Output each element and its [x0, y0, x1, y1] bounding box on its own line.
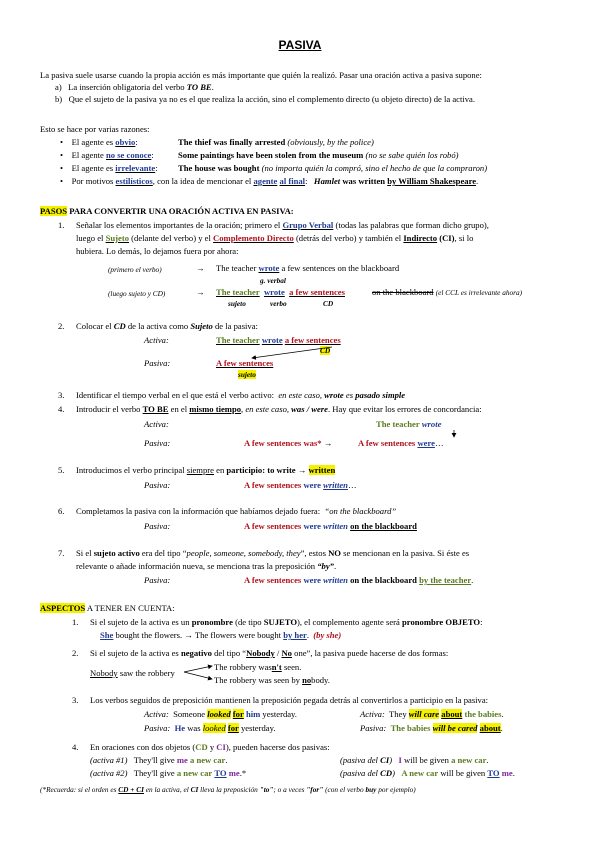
asp2-arrow-up	[184, 666, 212, 672]
asp1-text: Si el sujeto de la activa es un pronombre (de tipo SUJETO), el complemento agente será pronombre OBJETO:	[90, 617, 483, 627]
asp4-number: 4.	[72, 742, 79, 752]
reason-1: • El agente es obvio:	[60, 137, 138, 147]
step2-activa-label: Activa:	[144, 335, 169, 345]
aspectos-heading: ASPECTOS A TENER EN CUENTA:	[40, 603, 175, 613]
asp2-alt1: The robbery wasn't seen.	[214, 662, 302, 672]
step1-ex2-ccl: on the blackboard (el CCL es irrelevante ahora)	[372, 287, 523, 297]
reason-4: • Por motivos estilísticos, con la idea de mencionar el agente al final: Hamlet was written by William Shakespeare.	[60, 176, 479, 186]
step1-line2: luego el Sujeto (delante del verbo) y el Complemento Directo (detrás del verbo) y también el Indirecto (CI), si lo	[76, 233, 474, 243]
step4-text: Introducir el verbo TO BE en el mismo tiempo, en este caso, was / were. Hay que evitar los errores de concordancia:	[76, 404, 482, 414]
step6-pasiva-label: Pasiva:	[144, 521, 171, 531]
footnote: (*Recuerda: si el orden es CD + CI en la activa, el CI lleva la preposición "to"; o a veces "for" (con el verbo buy por ejemplo)	[40, 785, 416, 794]
intro-item-b: b) Que el sujeto de la pasiva ya no es el que realiza la acción, sino el complemento directo (u objeto directo) de la activa.	[55, 94, 475, 104]
step1-ex1-label: (primero el verbo)	[108, 265, 162, 274]
step1-ex2-label: (luego sujeto y CD)	[108, 289, 166, 298]
step7-line1: Si el sujeto activo era del tipo “people, someone, somebody, they”, estos NO se mencionan en la pasiva. Si éste es	[76, 548, 470, 558]
step1-gverbal-label: g. verbal	[260, 276, 286, 285]
intro-text: La pasiva suele usarse cuando la propia acción es más importante que quién la realizó. Pasar una oración activa a pasiva supone:	[40, 70, 482, 80]
step7-number: 7.	[58, 548, 65, 558]
label-cd: CD	[323, 299, 334, 308]
asp3-pasiva1: Pasiva: He was looked for yesterday.	[144, 723, 276, 733]
step3-text: Identificar el tiempo verbal en el que está el verbo activo: en este caso, wrote es pasado simple	[76, 390, 406, 400]
reasons-intro: Esto se hace por varias razones:	[40, 124, 150, 134]
reason-3: • El agente es irrelevante:	[60, 163, 158, 173]
reason-3-example: The house was bought (no importa quién la compró, sino el hecho de que la compraron)	[178, 163, 488, 173]
asp3-activa2: Activa: They will care about the babies.	[360, 709, 504, 719]
step1-line3: hubiera. Lo demás, lo dejamos fuera por ahora:	[76, 246, 239, 256]
asp2-alt2: The robbery was seen by nobody.	[214, 675, 330, 685]
step2-number: 2.	[58, 321, 65, 331]
asp3-pasiva2: Pasiva: The babies will be cared about.	[360, 723, 503, 733]
step7-pasiva: A few sentences were written on the blackboard by the teacher.	[244, 575, 474, 585]
asp2-active: Nobody saw the robbery	[90, 668, 175, 678]
step4-pasiva-label: Pasiva:	[144, 438, 171, 448]
step5-pasiva-label: Pasiva:	[144, 480, 171, 490]
step2-sujeto-tag: sujeto	[238, 370, 256, 379]
step4-pasiva-right: A few sentences were…	[358, 438, 444, 448]
step3-number: 3.	[58, 390, 65, 400]
step4-activa: The teacher wrote	[376, 419, 442, 429]
step6-number: 6.	[58, 506, 65, 516]
asp4-row2-pasiva: (pasiva del CD) A new car will be given TO me.	[340, 768, 515, 778]
step2-cd-tag: CD	[320, 346, 331, 355]
step4-number: 4.	[58, 404, 65, 414]
reason-2-example: Some paintings have been stolen from the museum (no se sabe quién los robó)	[178, 150, 459, 160]
asp2-number: 2.	[72, 648, 79, 658]
step5-text: Introducimos el verbo principal siempre en participio: to write → written	[76, 465, 336, 475]
step5-pasiva: A few sentences were written…	[244, 480, 357, 490]
asp3-number: 3.	[72, 695, 79, 705]
asp4-row1-pasiva: (pasiva del CI) I will be given a new car.	[340, 755, 489, 765]
step2-activa: The teacher wrote a few sentences	[216, 335, 341, 345]
asp4-row1: (activa #1) They'll give me a new car.	[90, 755, 228, 765]
step5-number: 5.	[58, 465, 65, 475]
step2-pasiva: A few sentences	[216, 358, 274, 368]
asp4-text: En oraciones con dos objetos (CD y CI), pueden hacerse dos pasivas:	[90, 742, 330, 752]
step4-activa-label: Activa:	[144, 419, 169, 429]
step1-ex1: The teacher wrote a few sentences on the blackboard	[216, 263, 400, 273]
step1-line1: Señalar los elementos importantes de la oración; primero el Grupo Verbal (todas las palabras que forman dicho grupo),	[76, 220, 489, 230]
page-title: PASIVA	[278, 38, 322, 52]
step1-ex1-arrow: →	[196, 263, 205, 273]
step2-arrow	[252, 347, 332, 358]
asp2-arrow-down	[184, 672, 212, 679]
step6-text: Completamos la pasiva con la información que habíamos dejado fuera: “on the blackboard”	[76, 506, 397, 516]
step2-pasiva-label: Pasiva:	[144, 358, 171, 368]
intro-item-a: a) La inserción obligatoria del verbo TO BE.	[55, 82, 214, 92]
step2-text: Colocar el CD de la activa como Sujeto de la pasiva:	[76, 321, 258, 331]
reason-2: • El agente no se conoce:	[60, 150, 154, 160]
asp3-activa1: Activa: Someone looked for him yesterday.	[144, 709, 297, 719]
asp2-text: Si el sujeto de la activa es negativo del tipo “Nobody / No one”, la pasiva puede hacerse de dos formas:	[90, 648, 449, 658]
step7-line2: relevante o añade información nueva, se menciona tras la preposición “by”.	[76, 561, 337, 571]
step6-pasiva: A few sentences were written on the blackboard	[244, 521, 417, 531]
step1-ex2: The teacher wrote a few sentences	[216, 287, 345, 297]
step4-pasiva-wrong: A few sentences was* →	[244, 438, 333, 448]
pasos-heading: PASOS PARA CONVERTIR UNA ORACIÓN ACTIVA EN PASIVA:	[40, 206, 294, 216]
asp4-row2: (activa #2) They'll give a new car TO me.*	[90, 768, 247, 778]
label-sujeto: sujeto	[228, 299, 246, 308]
step1-number: 1.	[58, 220, 65, 230]
step1-ex2-arrow: →	[196, 287, 205, 297]
step7-pasiva-label: Pasiva:	[144, 575, 171, 585]
reason-1-example: The thief was finally arrested (obviously, by the police)	[178, 137, 374, 147]
label-verbo: verbo	[270, 299, 287, 308]
asp3-text: Los verbos seguidos de preposición mantienen la preposición pegada detrás al convertirlos a participio en la pasiva:	[90, 695, 489, 705]
asp1-number: 1.	[72, 617, 79, 627]
asp1-example: She bought the flowers. → The flowers were bought by her. (by she)	[100, 630, 342, 640]
